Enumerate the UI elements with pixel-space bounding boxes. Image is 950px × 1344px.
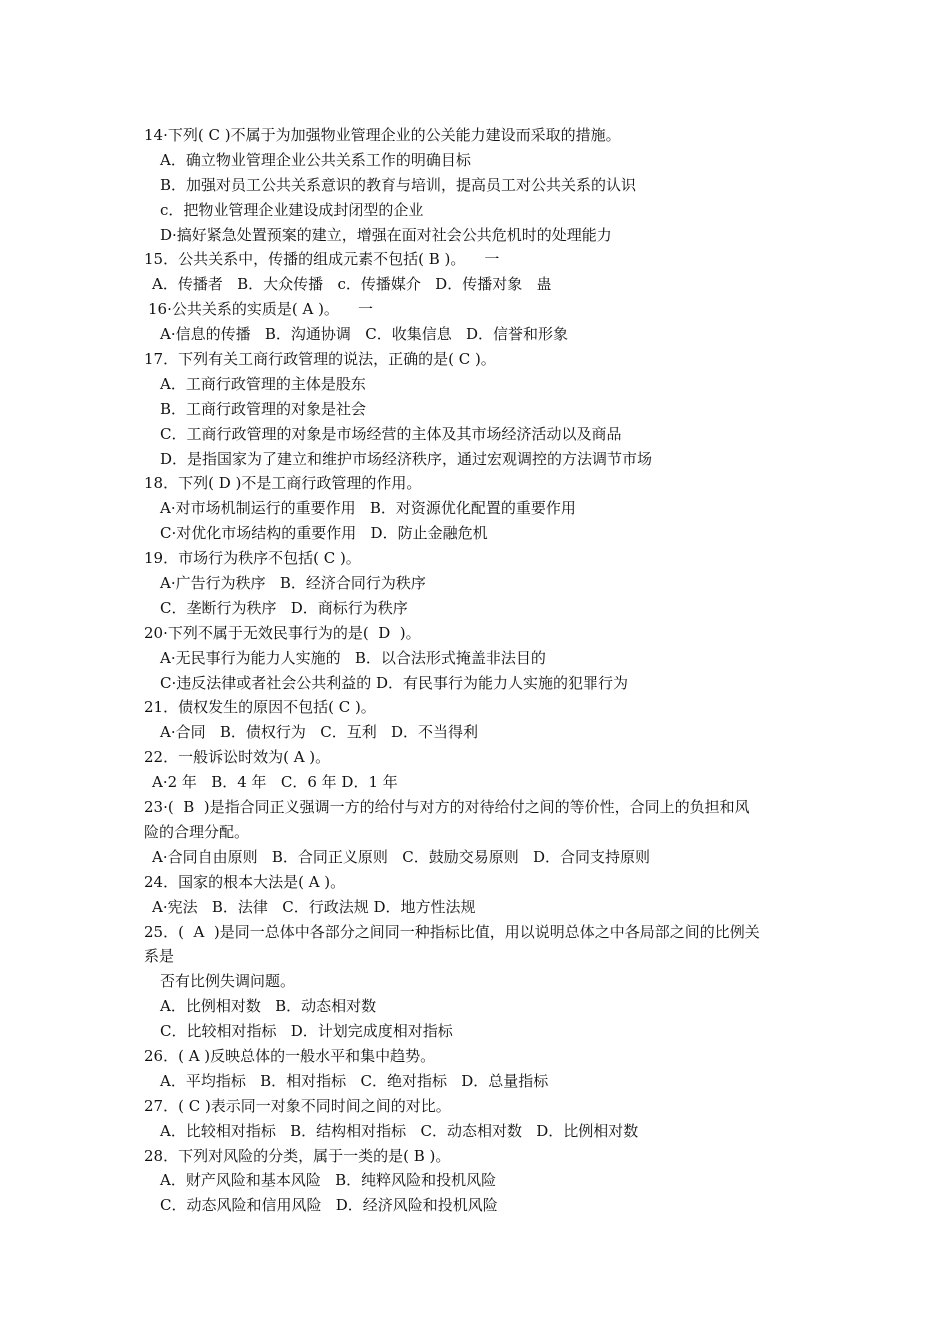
- text-line: A·信息的传播 B．沟通协调 C．收集信息 D．信誉和形象: [160, 325, 569, 344]
- text-line: c．把物业管理企业建设成封闭型的企业: [160, 200, 424, 219]
- text-line: C·违反法律或者社会公共利益的 D．有民事行为能力人实施的犯罪行为: [160, 673, 629, 692]
- text-line: 21．债权发生的原因不包括( C )。: [144, 698, 376, 717]
- text-line: A．传播者 B．大众传播 c．传播媒介 D．传播对象 蛊: [152, 275, 552, 294]
- text-line: A．确立物业管理企业公共关系工作的明确目标: [160, 150, 471, 169]
- text-line: 否有比例失调问题。: [160, 972, 296, 991]
- text-line: 15．公共关系中，传播的组成元素不包括( B )。 一: [144, 250, 500, 269]
- text-line: C·对优化市场结构的重要作用 D．防止金融危机: [160, 524, 488, 543]
- text-line: 19．市场行为秩序不包括( C )。: [144, 549, 361, 568]
- text-line: 17．下列有关工商行政管理的说法，正确的是( C )。: [144, 350, 496, 369]
- text-line: A·宪法 B．法律 C．行政法规 D．地方性法规: [152, 897, 476, 916]
- text-line: A·合同自由原则 B．合同正义原则 C．鼓励交易原则 D．合同支持原则: [152, 847, 651, 866]
- text-line: 23·( B )是指合同正义强调一方的给付与对方的对待给付之间的等价性，合同上的负担和风: [144, 798, 750, 817]
- text-line: D．是指国家为了建立和维护市场经济秩序，通过宏观调控的方法调节市场: [160, 449, 653, 468]
- text-line: 25．( A )是同一总体中各部分之间同一种指标比值，用以说明总体之中各局部之间的比例关: [144, 922, 760, 941]
- text-line: A·合同 B．债权行为 C．互利 D．不当得利: [160, 723, 479, 742]
- text-line: C．工商行政管理的对象是市场经营的主体及其市场经济活动以及商品: [160, 424, 622, 443]
- text-line: 14·下列( C )不属于为加强物业管理企业的公关能力建设而采取的措施。: [144, 126, 621, 144]
- text-line: 28．下列对风险的分类，属于一类的是( B )。: [144, 1146, 451, 1165]
- text-line: A．工商行政管理的主体是股东: [160, 374, 366, 393]
- text-line: A．财产风险和基本风险 B．纯粹风险和投机风险: [160, 1171, 497, 1190]
- text-line: 16·公共关系的实质是( A )。 一: [148, 300, 374, 319]
- text-line: A．比较相对指标 B．结构相对指标 C．动态相对数 D．比例相对数: [160, 1121, 639, 1140]
- text-line: 系是: [144, 947, 175, 966]
- text-line: C．垄断行为秩序 D．商标行为秩序: [160, 598, 408, 617]
- document-page: [0, 123, 950, 1218]
- text-line: A．平均指标 B．相对指标 C．绝对指标 D．总量指标: [160, 1071, 549, 1090]
- text-line: 26．( A )反映总体的一般水平和集中趋势。: [144, 1046, 436, 1065]
- text-line: A·无民事行为能力人实施的 B．以合法形式掩盖非法目的: [160, 648, 546, 667]
- text-line: C．比较相对指标 D．计划完成度相对指标: [160, 1022, 453, 1041]
- text-line: A·2 年 B．4 年 C．6 年 D．1 年: [152, 773, 398, 792]
- text-line: 险的合理分配。: [144, 822, 250, 841]
- text-line: 24．国家的根本大法是( A )。: [144, 872, 346, 891]
- text-line: A．比例相对数 B．动态相对数: [160, 997, 377, 1016]
- text-line: A·对市场机制运行的重要作用 B．对资源优化配置的重要作用: [160, 499, 576, 518]
- text-line: C．动态风险和信用风险 D．经济风险和投机风险: [160, 1196, 498, 1215]
- text-line: D·搞好紧急处置预案的建立，增强在面对社会公共危机时的处理能力: [160, 225, 612, 244]
- text-line: A·广告行为秩序 B．经济合同行为秩序: [160, 574, 426, 593]
- text-line: 18．下列( D )不是工商行政管理的作用。: [144, 474, 422, 493]
- text-line: 22．一般诉讼时效为( A )。: [144, 748, 331, 767]
- text-line: B．加强对员工公共关系意识的教育与培训，提高员工对公共关系的认识: [160, 175, 637, 194]
- text-line: 27．( C )表示同一对象不同时间之间的对比。: [144, 1096, 451, 1115]
- text-line: 20·下列不属于无效民事行为的是( D )。: [144, 623, 421, 642]
- text-line: B．工商行政管理的对象是社会: [160, 399, 367, 418]
